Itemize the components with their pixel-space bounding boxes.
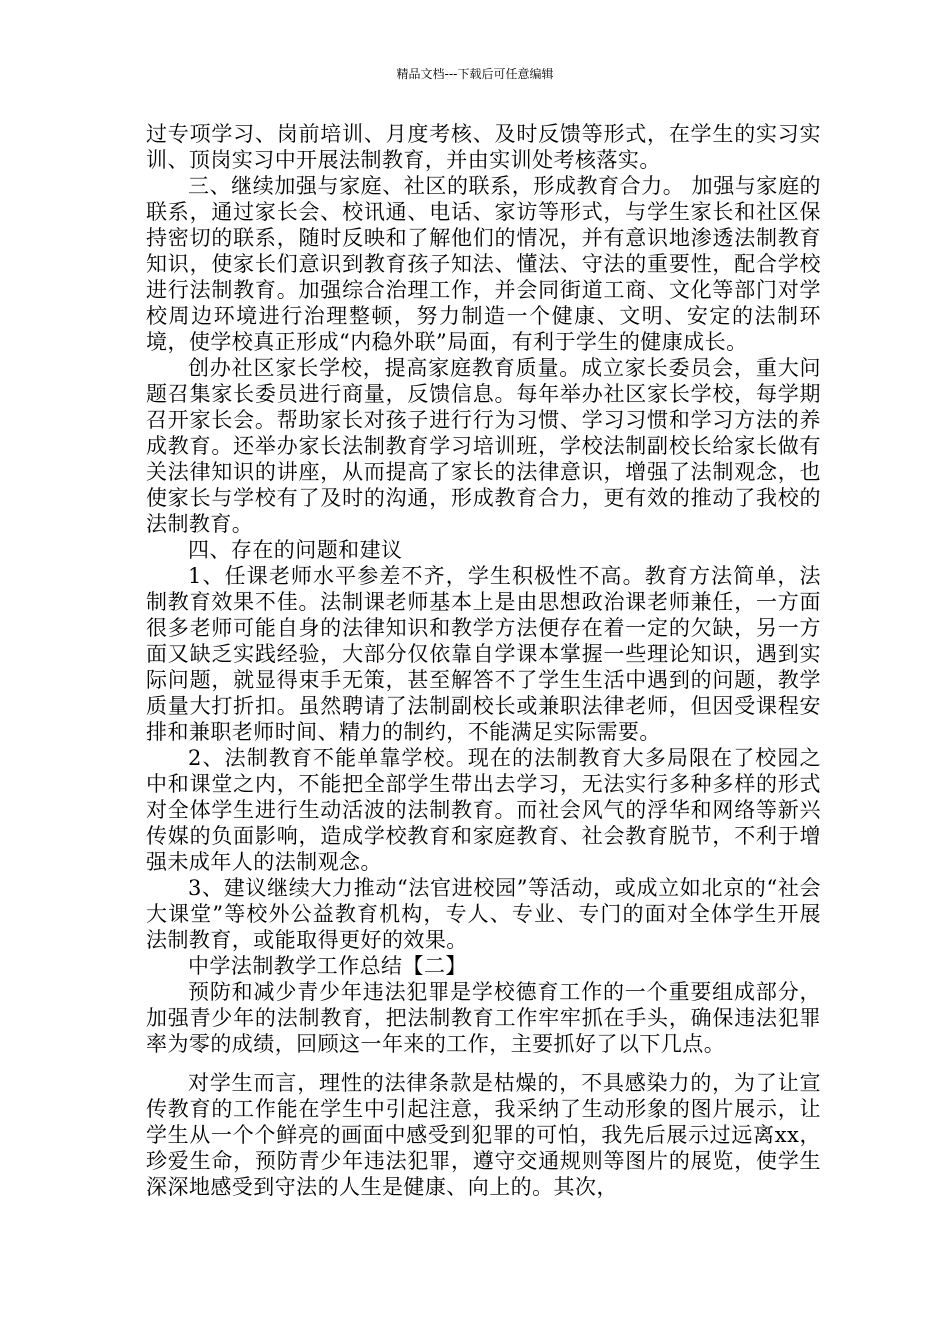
section-heading-summary-two: 中学法制教学工作总结【二】 (188, 954, 467, 978)
paragraph-parent-school: 创办社区家长学校，提高家庭教育质量。成立家长委员会，重大问题召集家长委员进行商量，反馈信息。每年举办社区家长学校，每学期召开家长会。帮助家长对孩子进行行为习惯、学习习惯和学习方法的养成教育。还举办家长法制教育学习培训班，学校法制副校长给家长做有关法律知识的讲座，从而提高了家长的法律意识，增强了法制观念，也使家长与学校有了及时的沟通，形成教育合力，更有效的推动了我校的法制教育。 (146, 356, 821, 536)
section-heading-problems: 四、存在的问题和建议 (188, 538, 403, 562)
document-body (146, 121, 821, 1200)
paragraph-suggestion-three: 3、建议继续大力推动“法官进校园”等活动，或成立如北京的“社会大课堂”等校外公益教育机构，专人、专业、专门的面对全体学生开展法制教育，或能取得更好的效果。 (146, 876, 821, 952)
paragraph-continuation: 过专项学习、岗前培训、月度考核、及时反馈等形式，在学生的实习实训、顶岗实习中开展法制教育，并由实训处考核落实。 (146, 122, 821, 172)
paragraph-problem-one: 1、任课老师水平参差不齐，学生积极性不高。教育方法简单，法制教育效果不佳。法制课老师基本上是由思想政治课老师兼任，一方面很多老师可能自身的法律知识和教学方法便存在着一定的欠缺，另一方面又缺乏实践经验，大部分仅依靠自学课本掌握一些理论知识，遇到实际问题，就显得束手无策，甚至解答不了学生生活中遇到的问题，教学质量大打折扣。虽然聘请了法制副校长或兼职法律老师，但因受课程安排和兼职老师时间、精力的制约，不能满足实际需要。 (146, 564, 821, 744)
paragraph-picture-exhibition: 对学生而言，理性的法律条款是枯燥的，不具感染力的，为了让宣传教育的工作能在学生中引起注意，我采纳了生动形象的图片展示，让学生从一个个鲜亮的画面中感受到犯罪的可怕，我先后展示过远离xx，珍爱生命，预防青少年违法犯罪，遵守交通规则等图片的展览，使学生深深地感受到守法的人生是健康、向上的。其次， (146, 1071, 821, 1199)
paragraph-problem-two: 2、法制教育不能单靠学校。现在的法制教育大多局限在了校园之中和课堂之内，不能把全部学生带出去学习，无法实行多种多样的形式对全体学生进行生动活波的法制教育。而社会风气的浮华和网络等新兴传媒的负面影响，造成学校教育和家庭教育、社会教育脱节，不利于增强未成年人的法制观念。 (146, 746, 821, 874)
paragraph-prevention: 预防和减少青少年违法犯罪是学校德育工作的一个重要组成部分，加强青少年的法制教育，把法制教育工作牢牢抓在手头，确保违法犯罪率为零的成绩，回顾这一年来的工作，主要抓好了以下几点。 (146, 980, 821, 1056)
paragraph-section-three: 三、继续加强与家庭、社区的联系，形成教育合力。 加强与家庭的联系，通过家长会、校讯通、电话、家访等形式，与学生家长和社区保持密切的联系，随时反映和了解他们的情况，并有意识地渗透法制教育知识，使家长们意识到教育孩子知法、懂法、守法的重要性，配合学校进行法制教育。加强综合治理工作，并会同街道工商、文化等部门对学校周边环境进行治理整顿，努力制造一个健康、文明、安定的法制环境，使学校真正形成“内稳外联”局面，有利于学生的健康成长。 (146, 174, 821, 354)
page-header: 精品文档---下载后可任意编辑 (396, 67, 554, 81)
